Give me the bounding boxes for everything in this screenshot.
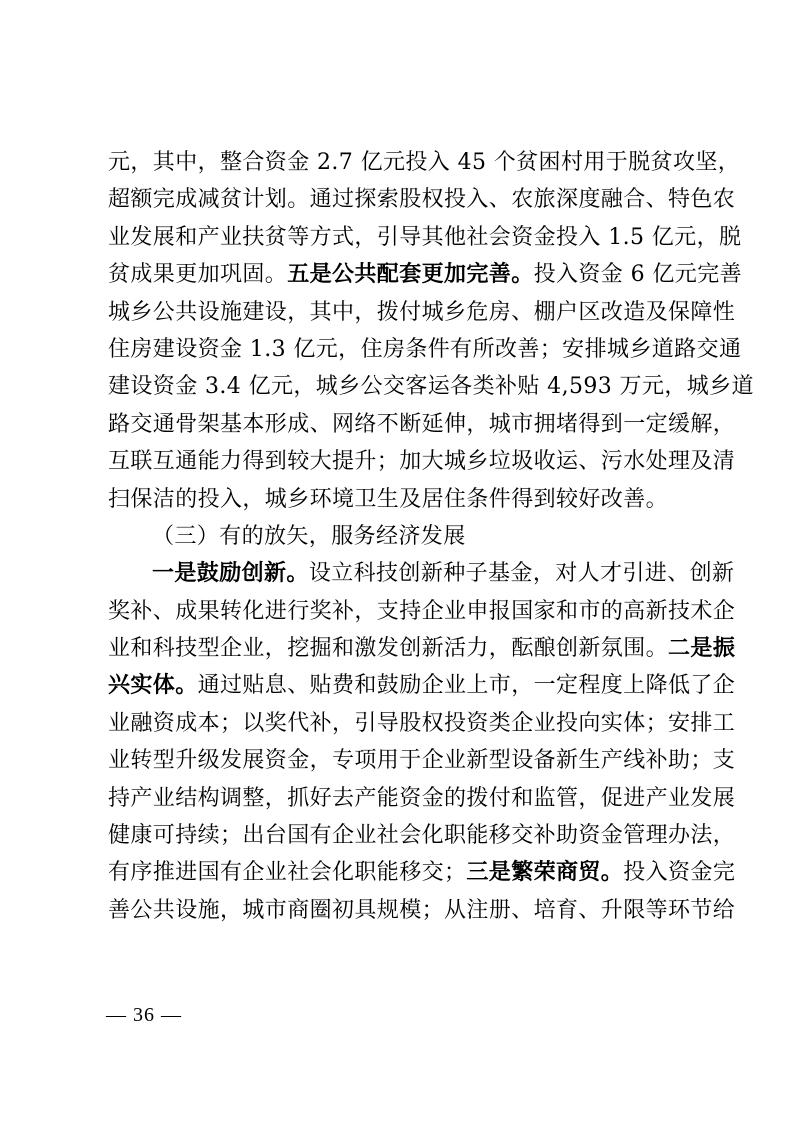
text-run: 投入资金完 <box>623 860 736 886</box>
text-line <box>108 555 735 592</box>
text-run: 投入资金 6 亿元完善 <box>533 262 742 288</box>
text-line: 业转型升级发展资金，专项用于企业新型设备新生产线补助；支 <box>108 748 736 774</box>
page-number: — 36 — <box>106 1004 182 1026</box>
text-run: 有序推进国有企业社会化职能移交； <box>108 860 467 886</box>
text-line: 业融资成本；以奖代补，引导股权投资类企业投向实体；安排工 <box>108 710 736 736</box>
bold-heading-run: 三是繁荣商贸。 <box>466 859 624 886</box>
text-run: 业和科技型企业，挖掘和激发创新活力，酝酿创新氛围。 <box>108 636 669 662</box>
text-line <box>108 854 736 891</box>
text-line: 善公共设施，城市商圈初具规模；从注册、培育、升限等环节给 <box>108 897 736 923</box>
bold-heading-run: 兴实体。 <box>108 672 198 699</box>
text-line: 元，其中，整合资金 2.7 亿元投入 45 个贫困村用于脱贫攻坚， <box>108 150 741 175</box>
section-heading: （三）有的放矢，服务经济发展 <box>152 523 466 549</box>
text-line: 扫保洁的投入，城乡环境卫生及居住条件得到较好改善。 <box>108 486 669 512</box>
text-line: 互联互通能力得到较大提升；加大城乡垃圾收运、污水处理及清 <box>108 449 736 475</box>
text-line: 超额完成减贫计划。通过探索股权投入、农旅深度融合、特色农 <box>108 187 736 213</box>
bold-heading-run: 一是鼓励创新。 <box>152 560 309 587</box>
body-text <box>108 144 754 929</box>
text-line: 业发展和产业扶贫等方式，引导其他社会资金投入 1.5 亿元，脱 <box>108 224 742 250</box>
text-run: 通过贴息、贴费和鼓励企业上市，一定程度上降低了企 <box>197 673 736 699</box>
text-run: 贫成果更加巩固。 <box>108 262 288 288</box>
text-line <box>108 256 742 293</box>
bold-heading-run: 五是公共配套更加完善。 <box>287 261 534 288</box>
text-line: 路交通骨架基本形成、网络不断延伸，城市拥堵得到一定缓解， <box>108 411 736 437</box>
text-line: 奖补、成果转化进行奖补，支持企业申报国家和市的高新技术企 <box>108 598 736 624</box>
text-line: 住房建设资金 1.3 亿元，住房条件有所改善；安排城乡道路交通 <box>108 336 742 362</box>
bold-heading-run: 二是振 <box>668 635 736 662</box>
text-line <box>108 630 736 667</box>
text-run: 设立科技创新种子基金，对人才引进、创新 <box>308 561 735 587</box>
text-line: 建设资金 3.4 亿元，城乡公交客运各类补贴 4,593 万元，城乡道 <box>108 374 754 400</box>
text-line: 持产业结构调整，抓好去产能资金的拨付和监管，促进产业发展 <box>108 785 736 811</box>
text-line: 城乡公共设施建设，其中，拨付城乡危房、棚户区改造及保障性 <box>108 299 736 325</box>
text-line: 健康可持续；出台国有企业社会化职能移交补助资金管理办法， <box>108 823 736 849</box>
text-line <box>108 667 736 704</box>
